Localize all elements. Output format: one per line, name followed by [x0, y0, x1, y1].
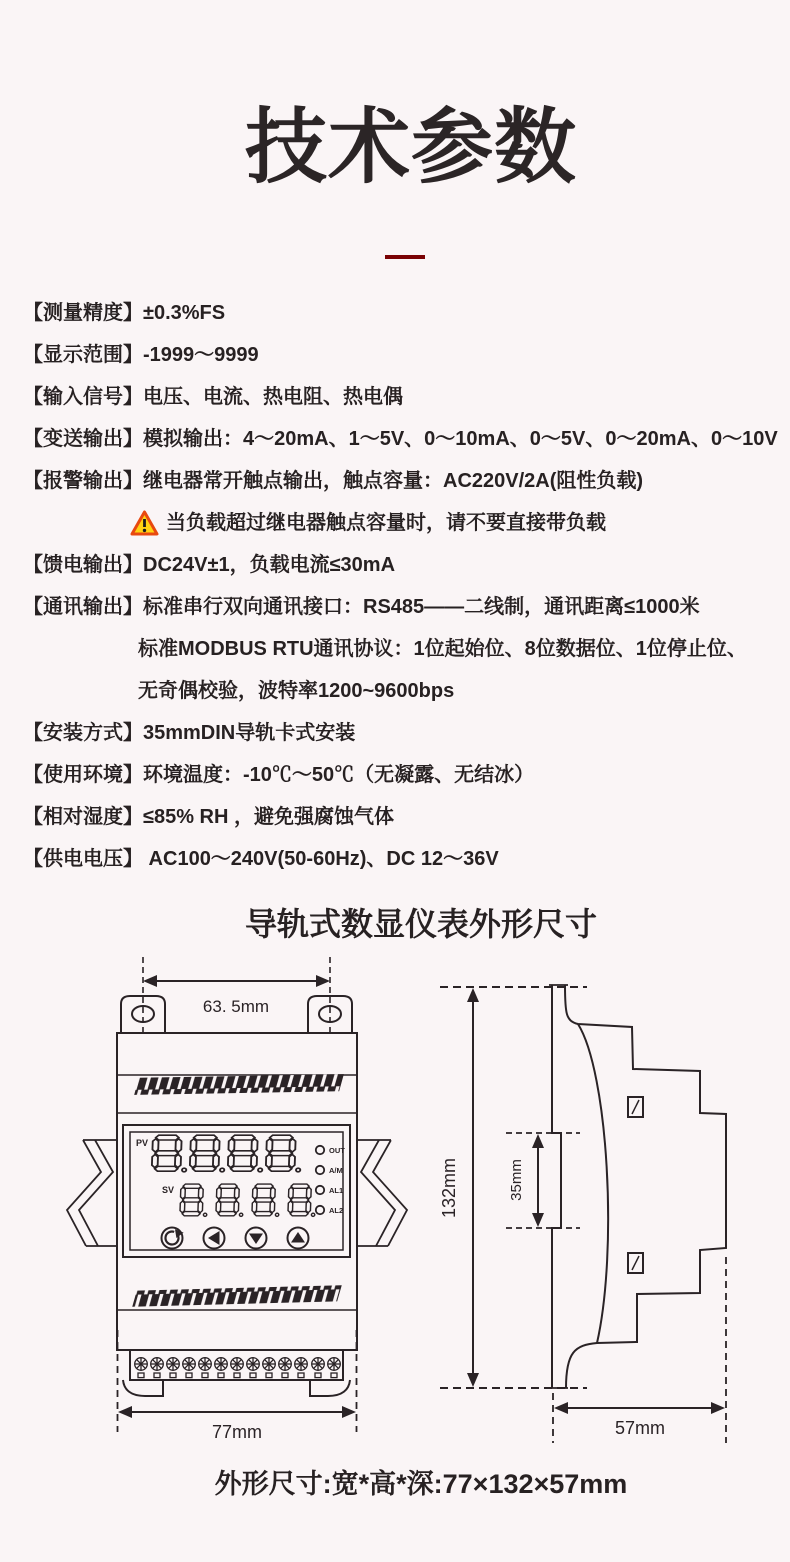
led-label-out: OUT: [329, 1146, 345, 1155]
spec-row-comm-cont-2: 无奇偶校验，波特率1200~9600bps: [138, 680, 455, 702]
din-rail-break-left: [67, 1140, 117, 1246]
spec-row-environment: 【使用环境】环境温度：-10℃～50℃（无凝露、无结冰）: [23, 764, 535, 786]
pv-digit: [228, 1135, 264, 1172]
spec-list: [23, 292, 790, 880]
vent-slots-top: [134, 1074, 344, 1095]
down-arrow-icon: [249, 1234, 263, 1245]
pv-digit: [190, 1135, 226, 1172]
warning-text: 当负载超过继电器触点容量时，请不要直接带负载: [166, 512, 606, 534]
spec-row-alarm-out: 【报警输出】继电器常开触点输出，触点容量：AC220V/2A(阻性负载): [23, 470, 644, 492]
spec-row-input-signal: 【输入信号】电压、电流、热电阻、热电偶: [23, 386, 403, 408]
red-divider: [385, 255, 425, 259]
dim-label-depth: 57mm: [614, 1418, 666, 1438]
dim-label-top-width: 63. 5mm: [202, 997, 270, 1016]
spec-row-comm-cont-1: 标准MODBUS RTU通讯协议：1位起始位、8位数据位、1位停止位、: [138, 638, 747, 660]
page-title: 技术参数: [244, 102, 577, 193]
dim-label-height: 132mm: [439, 1157, 459, 1219]
spec-row-humidity: 【相对湿度】≤85% RH ，避免强腐蚀气体: [23, 806, 395, 828]
foot-left: [123, 1380, 163, 1396]
sv-digit: [288, 1184, 316, 1216]
sv-digit: [252, 1184, 280, 1216]
front-view: [67, 957, 407, 1442]
up-arrow-icon: [291, 1232, 305, 1243]
vent-slots-bottom: [132, 1285, 342, 1306]
pv-digit: [266, 1135, 302, 1172]
foot-right: [310, 1380, 350, 1396]
led-label-al2: AL2: [329, 1206, 344, 1215]
panel-buttons: [162, 1228, 309, 1249]
led-label-am: A/M: [329, 1166, 343, 1175]
pv-label: PV: [136, 1138, 149, 1148]
dim-label-width: 77mm: [211, 1422, 263, 1442]
spec-row-display-range: 【显示范围】-1999～9999: [23, 344, 259, 366]
spec-row-mounting: 【安装方式】35mmDIN导轨卡式安装: [23, 722, 356, 744]
spec-row-transmit-out: 【变送输出】模拟输出：4～20mA、1～5V、0～10mA、0～5V、0～20mA、0～10V: [23, 428, 778, 450]
pv-digit: [152, 1135, 188, 1172]
left-arrow-icon: [208, 1231, 220, 1245]
dim-label-rail: 35mm: [508, 1159, 525, 1201]
dimension-section-title: 导轨式数显仪表外形尺寸: [244, 906, 597, 942]
status-leds: [316, 1146, 345, 1215]
warning-triangle-icon: [130, 510, 159, 536]
profile-front-edge: [552, 985, 561, 1388]
spec-row-warning: [23, 502, 790, 544]
profile-outline: [565, 985, 726, 1388]
terminal-screws: [135, 1358, 341, 1378]
spec-row-accuracy: 【测量精度】±0.3%FS: [23, 302, 226, 324]
spec-row-feed-out: 【馈电输出】DC24V±1，负载电流≤30mA: [23, 554, 396, 576]
spec-row-comm-out: 【通讯输出】标准串行双向通讯接口：RS485——二线制，通讯距离≤1000米: [23, 596, 700, 618]
sv-label: SV: [162, 1185, 175, 1195]
din-rail-break-right: [357, 1140, 407, 1246]
dimension-drawing: [0, 950, 790, 1450]
spec-row-power-supply: 【供电电压】 AC100～240V(50-60Hz)、DC 12～36V: [23, 848, 499, 870]
overall-dimensions-text: 外形尺寸:宽*高*深:77×132×57mm: [214, 1469, 628, 1499]
profile-curve: [578, 1024, 608, 1343]
sv-digit: [180, 1184, 208, 1216]
led-label-al1: AL1: [329, 1186, 344, 1195]
side-view: [439, 985, 726, 1443]
sv-digit: [216, 1184, 244, 1216]
